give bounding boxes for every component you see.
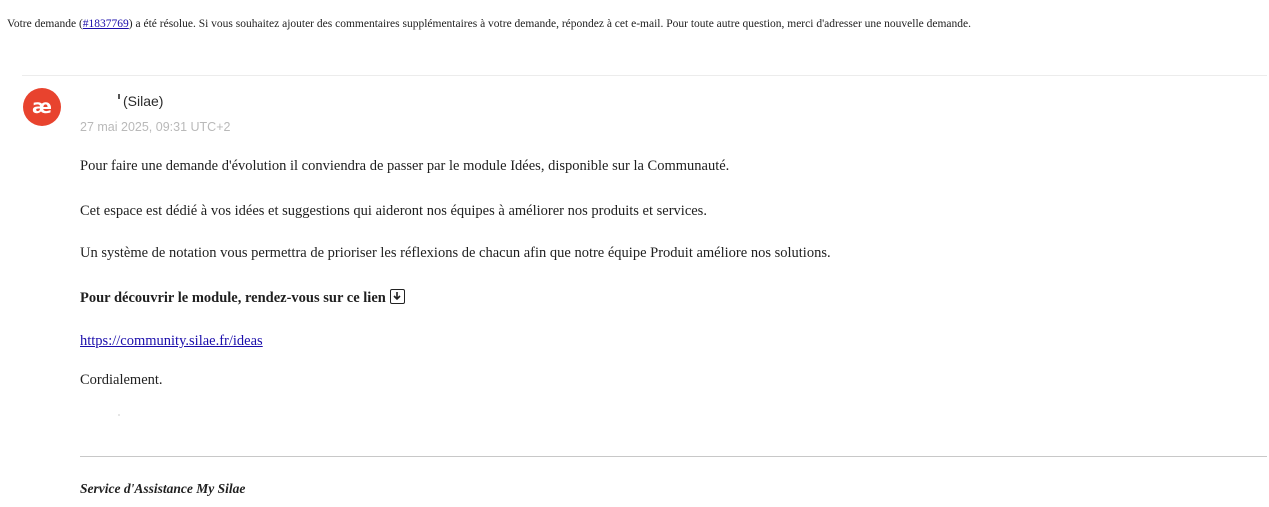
message-paragraph-1: Pour faire une demande d'évolution il conviendra de passer par le module Idées, disponible sur la Communauté. — [80, 158, 730, 174]
message-date: 27 mai 2025, 09:31 UTC+2 — [80, 120, 231, 134]
notice-text-before: Votre demande ( — [7, 18, 83, 30]
message-paragraph-2: Cet espace est dédié à vos idées et suggestions qui aideront nos équipes à améliorer nos produits et services. — [80, 203, 707, 219]
ideas-link[interactable]: https://community.silae.fr/ideas — [80, 333, 263, 349]
ticket-link[interactable]: #1837769 — [82, 18, 129, 30]
ae-ligature-glyph — [29, 97, 55, 117]
message-paragraph-3: Un système de notation vous permettra de prioriser les réflexions de chacun afin que notre équipe Produit améliore nos solutions. — [80, 245, 831, 261]
faint-mark — [118, 414, 120, 416]
cta-line — [80, 289, 405, 307]
closing-text: Cordialement. — [80, 372, 163, 388]
notice-text-after: ) a été résolue. Si vous souhaitez ajouter des commentaires supplémentaires à votre demande, répondez à cet e-mail. Pour toute autre question, merci d'adresser une nouvelle demande. — [128, 18, 972, 30]
down-arrow-box-icon — [390, 289, 405, 304]
message-author — [80, 93, 163, 109]
separator-top — [22, 75, 1267, 76]
silae-ae-logo-icon — [23, 88, 61, 126]
author-name-mark — [118, 94, 120, 99]
svg-text:æ: æ — [32, 97, 52, 117]
signature: Service d'Assistance My Silae — [80, 481, 246, 496]
resolution-notice — [7, 18, 971, 30]
author-org: (Silae) — [123, 93, 164, 109]
cta-text: Pour découvrir le module, rendez-vous sur ce lien — [80, 290, 386, 306]
separator-bottom — [80, 456, 1267, 457]
